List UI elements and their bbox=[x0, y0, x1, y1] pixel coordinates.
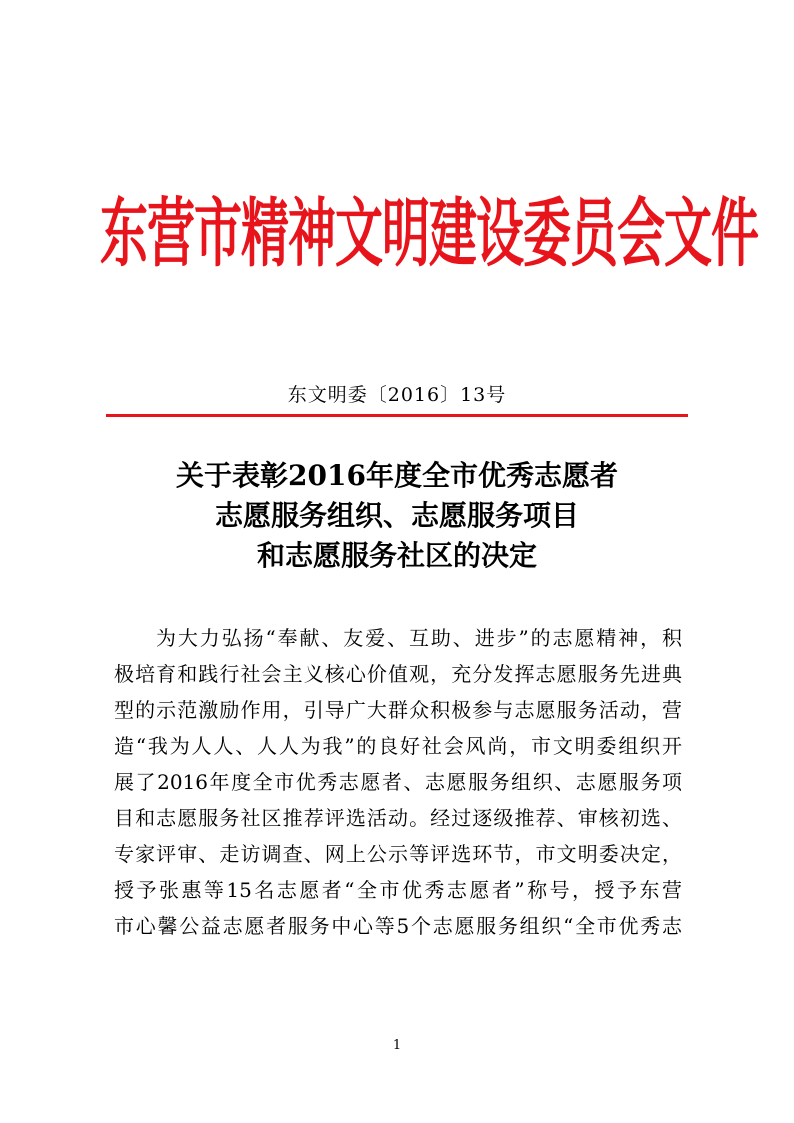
page-number: 1 bbox=[392, 1038, 402, 1053]
body-line: 为大力弘扬“奉献、友爱、互助、进步”的志愿精神，积 bbox=[156, 626, 682, 650]
body-line: 授予张惠等15名志愿者“全市优秀志愿者”称号，授予东营 bbox=[114, 878, 682, 902]
body-paragraph bbox=[114, 620, 682, 944]
red-separator-line bbox=[106, 414, 688, 417]
masthead-title: 东营市精神文明建设委员会文件 bbox=[100, 190, 759, 278]
title-line-3: 和志愿服务社区的决定 bbox=[256, 539, 537, 572]
title-line-1: 关于表彰2016年度全市优秀志愿者 bbox=[176, 459, 618, 492]
document-number: 东文明委〔2016〕13号 bbox=[287, 384, 507, 406]
body-line: 市心馨公益志愿者服务中心等5个志愿服务组织“全市优秀志 bbox=[114, 914, 682, 938]
decision-title bbox=[100, 456, 694, 576]
title-line-2: 志愿服务组织、志愿服务项目 bbox=[214, 499, 579, 532]
body-line: 极培育和践行社会主义核心价值观，充分发挥志愿服务先进典 bbox=[114, 662, 682, 686]
body-line: 专家评审、走访调查、网上公示等评选环节，市文明委决定， bbox=[114, 842, 682, 866]
body-line: 展了2016年度全市优秀志愿者、志愿服务组织、志愿服务项 bbox=[114, 770, 682, 794]
body-line: 型的示范激励作用，引导广大群众积极参与志愿服务活动，营 bbox=[114, 698, 682, 722]
body-line: 目和志愿服务社区推荐评选活动。经过逐级推荐、审核初选、 bbox=[114, 806, 682, 830]
body-line: 造“我为人人、人人为我”的良好社会风尚，市文明委组织开 bbox=[114, 734, 682, 758]
